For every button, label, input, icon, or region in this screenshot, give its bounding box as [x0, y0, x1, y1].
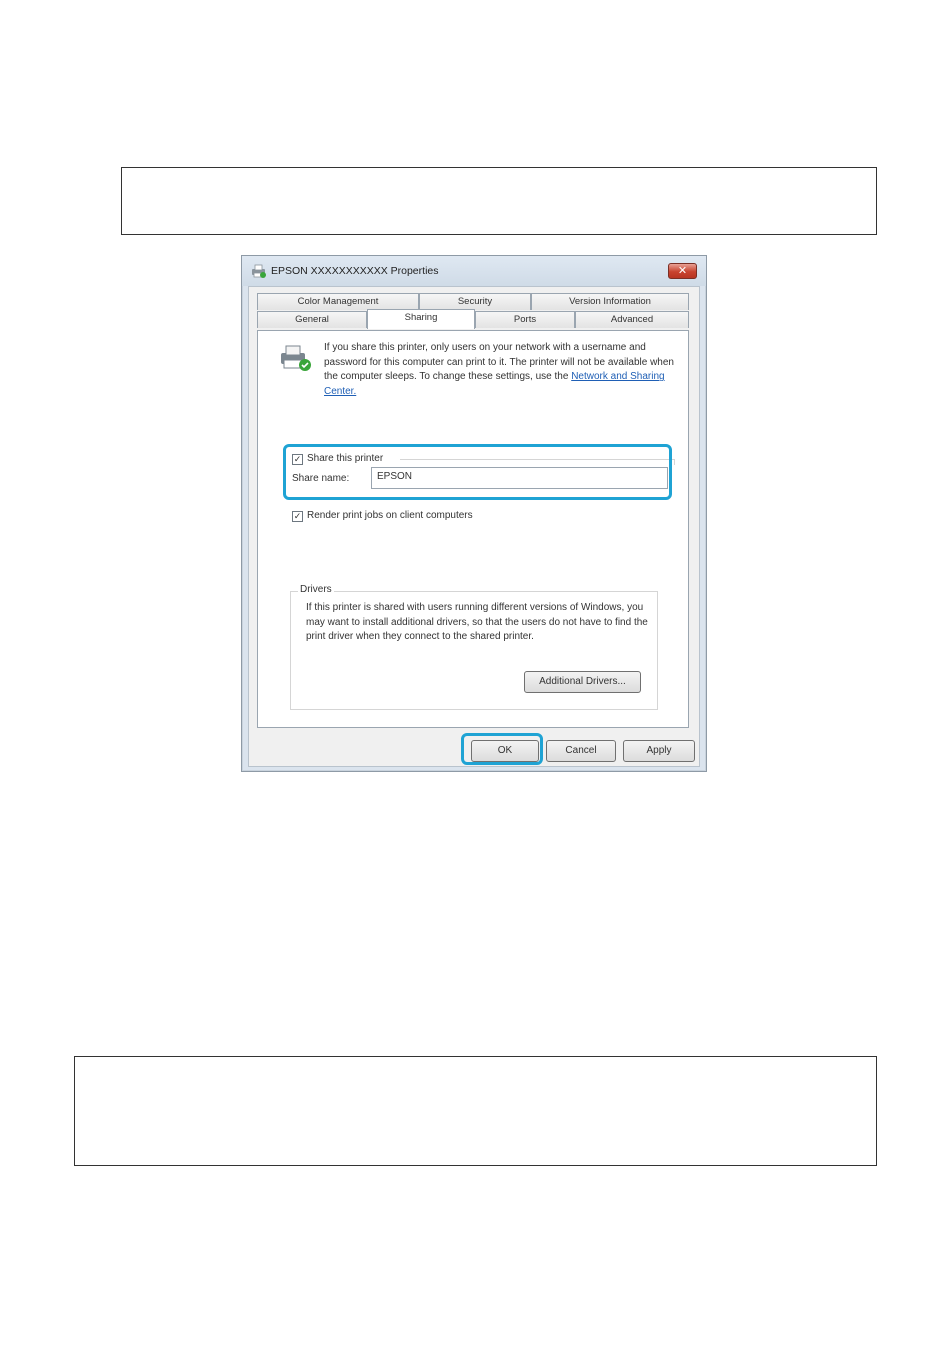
network-sharing-center-link[interactable]: Network and Sharing Center. [324, 371, 665, 397]
ok-button[interactable]: OK [471, 740, 539, 762]
title-bar[interactable] [242, 256, 706, 286]
close-icon: ✕ [677, 265, 688, 277]
cancel-button[interactable]: Cancel [546, 740, 616, 762]
share-printer-label: Share this printer [307, 453, 384, 464]
sharing-tab-panel [257, 330, 689, 728]
tab-sharing[interactable]: Sharing [367, 309, 475, 329]
sharing-info-text: If you share this printer, only users on your network with a username and password for this computer can print to it. The printer will not be available when the computer sleeps. To change these settings, use the Network and Sharing Center. [324, 342, 674, 397]
close-button[interactable] [668, 263, 697, 279]
share-printer-checkbox[interactable]: ✓ [293, 454, 302, 464]
ok-highlight-box [461, 733, 543, 765]
drivers-description: If this printer is shared with users running different versions of Windows, you may want to install additional drivers, so that the users do not have to find the print driver when they connect to the shared printer. [306, 602, 648, 643]
drivers-legend: Drivers [300, 584, 332, 595]
tab-advanced[interactable]: Advanced [575, 311, 689, 328]
additional-drivers-button[interactable]: Additional Drivers... [524, 671, 641, 693]
note-box-bottom [74, 1056, 877, 1166]
share-name-label: Share name: [292, 473, 350, 484]
share-name-input[interactable]: EPSON [371, 467, 668, 489]
tab-color-management[interactable]: Color Management [257, 293, 419, 310]
tab-security[interactable]: Security [419, 293, 531, 310]
printer-properties-dialog [241, 255, 707, 772]
dialog-client-area [248, 286, 700, 767]
tab-general[interactable]: General [257, 311, 367, 328]
note-box-top [121, 167, 877, 235]
tab-ports[interactable]: Ports [475, 311, 575, 328]
share-highlight-box [283, 444, 672, 500]
render-jobs-checkbox[interactable]: ✓ [293, 511, 302, 521]
render-jobs-label: Render print jobs on client computers [307, 510, 473, 521]
apply-button[interactable]: Apply [623, 740, 695, 762]
share-group-divider-edge [674, 459, 675, 465]
tab-version-information[interactable]: Version Information [531, 293, 689, 310]
dialog-title: EPSON XXXXXXXXXXX Properties [271, 265, 439, 277]
printer-icon [251, 264, 267, 278]
shared-printer-icon [278, 343, 314, 373]
